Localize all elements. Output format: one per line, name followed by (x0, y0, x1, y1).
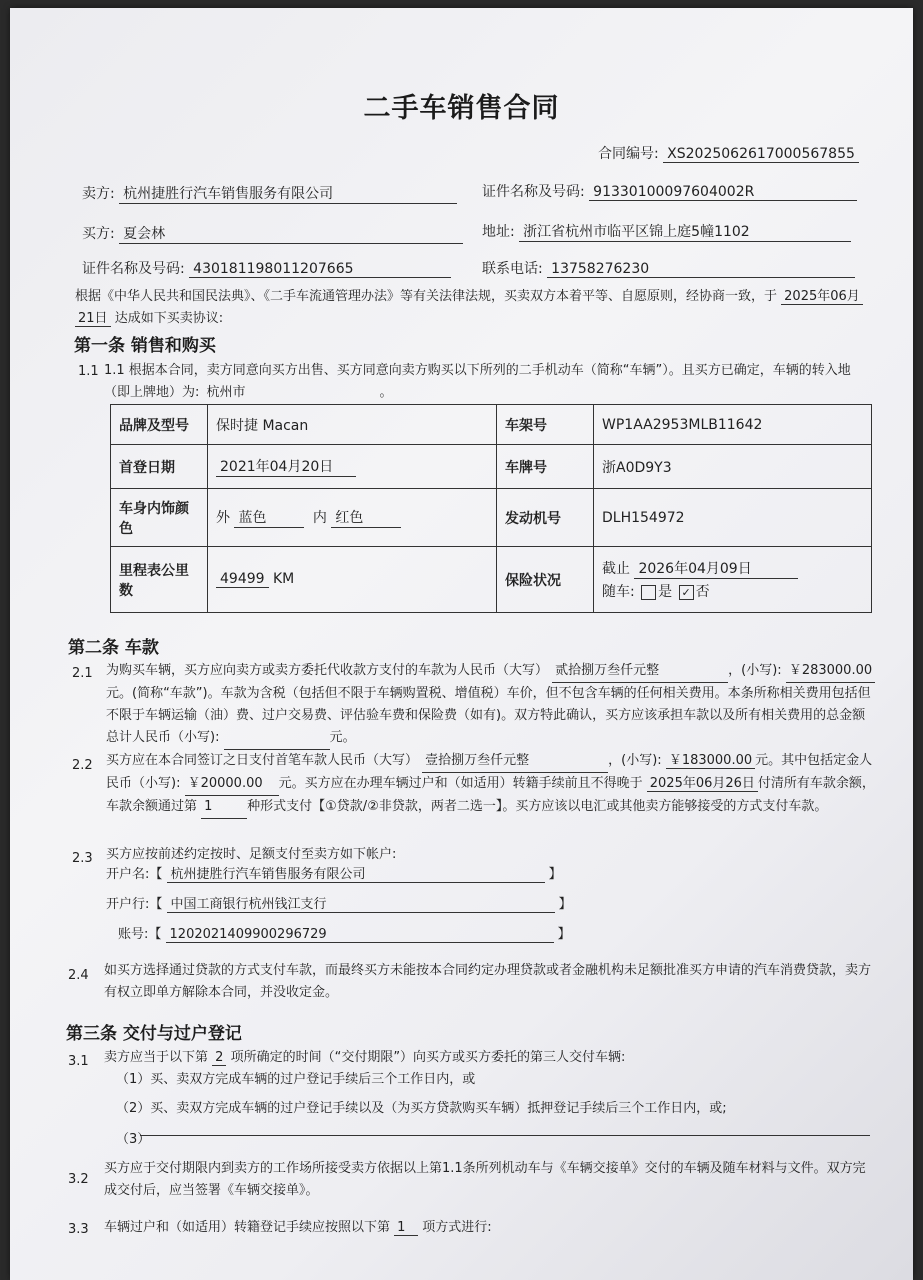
buyer-id: 430181198011207665 (189, 261, 451, 278)
yes-checkbox (641, 585, 656, 600)
brand-value: 保时捷 Macan (208, 405, 497, 445)
contract-number-value: XS2025062617000567855 (663, 146, 859, 163)
buyer-id-row: 证件名称及号码: 430181198011207665 (82, 258, 451, 278)
odometer-value: 49499 (216, 571, 269, 588)
brand-label: 品牌及型号 (111, 405, 208, 445)
clause-3-2: 买方应于交付期限内到卖方的工作场所接受卖方依据以上第1.1条所列机动车与《车辆交接单》交付的车辆及随车材料与文件。双方完成交付后，应当签署《车辆交接单》。 (104, 1161, 866, 1198)
clause-3-1: 卖方应当于以下第 2 项所确定的时间（“交付期限”）向买方或买方委托的第三人交付车辆: (104, 1050, 626, 1065)
price-upper: 贰拾捌万叁仟元整 (552, 660, 728, 683)
clause-number: 2.4 (68, 968, 89, 983)
bank-row: 开户行:【 中国工商银行杭州钱江支行 】 (106, 893, 572, 913)
engine-label: 发动机号 (497, 489, 594, 547)
buyer-phone: 13758276230 (547, 261, 855, 278)
clause-2-2: 买方应在本合同签订之日支付首笔车款人民币（大写） 壹拾捌万叁仟元整 ，(小写): ￥183000.00 元。其中包括定金人民币（小写): ￥20000.00 元。买方应在办理车辆过户和（如适用）转籍手续前且不得晚于 2025年06月26日 付清所有车款余额，车款余额通过第 1 种形式支付【①贷款/②非贷款，两者二选一】。买方应该以电汇或其他卖方能够接受的方式支付车款。 (106, 750, 876, 819)
buyer-address: 浙江省杭州市临平区锦上庭5幢1102 (519, 221, 851, 242)
section-3-heading: 第三条 交付与过户登记 (66, 1024, 242, 1044)
clause-number: 2.3 (72, 851, 93, 866)
buyer-address-row: 地址: 浙江省杭州市临平区锦上庭5幢1102 (482, 221, 851, 242)
vin-value: WP1AA2953MLB11642 (594, 405, 872, 445)
interior-color: 红色 (331, 507, 401, 528)
reg-date-value: 2021年04月20日 (216, 456, 356, 477)
sign-date-ym: 2025年06月 (781, 289, 863, 305)
bank-name: 中国工商银行杭州钱江支行 (167, 893, 555, 913)
clause-3-3: 车辆过户和（如适用）转籍登记手续应按照以下第 1 项方式进行: (104, 1220, 492, 1235)
total-amount-blank (224, 727, 330, 750)
exterior-color: 蓝色 (234, 507, 304, 528)
clause-number: 2.1 (72, 666, 93, 681)
balance-due-date: 2025年06月26日 (647, 776, 758, 792)
clause-2-3: 买方应按前述约定按时、足额支付至卖方如下帐户: (106, 847, 397, 862)
reg-date-label: 首登日期 (111, 445, 208, 489)
delivery-option-2: （2）买、卖双方完成车辆的过户登记手续以及（为买方贷款购买车辆）抵押登记手续后三个工作日内，或; (116, 1101, 727, 1116)
account-name: 杭州捷胜行汽车销售服务有限公司 (167, 863, 545, 883)
vehicle-info-table: 品牌及型号 保时捷 Macan 车架号 WP1AA2953MLB11642 首登日期 2021年04月20日 车牌号 浙A0D9Y3 车身内饰颜色 外 蓝色 内 红色 发动机号 DLH154972 里程表公里数 49499 KM 保险状况 截止 2026年04月09日 随车: 是 ✓ 否 (110, 404, 872, 613)
clause-2-4: 如买方选择通过贷款的方式支付车款，而最终买方未能按本合同约定办理贷款或者金融机构未足额批准买方申请的汽车消费贷款，卖方有权立即单方解除本合同，并没收定金。 (104, 963, 872, 1000)
buyer-phone-row: 联系电话: 13758276230 (482, 258, 855, 278)
delivery-option-3: （3） (116, 1132, 151, 1147)
clause-number: 3.3 (68, 1222, 89, 1237)
section-1-heading: 第一条 销售和购买 (74, 336, 216, 356)
plate-value: 浙A0D9Y3 (594, 445, 872, 489)
delivery-item: 2 (212, 1050, 226, 1066)
buyer-row: 买方: 夏会林 (82, 223, 463, 244)
insurance-label: 保险状况 (497, 547, 594, 613)
registration-city: 杭州市 (204, 382, 380, 405)
section-2-heading: 第二条 车款 (68, 638, 159, 658)
price-lower: ￥283000.00 (786, 660, 875, 683)
clause-number: 3.2 (68, 1172, 89, 1187)
first-payment-upper: 壹拾捌万叁仟元整 (422, 750, 608, 773)
account-number-row: 账号:【 1202021409900296729 】 (118, 927, 571, 942)
seller-id-row: 证件名称及号码: 91330100097604002R (482, 181, 857, 201)
contract-number: 合同编号: XS2025062617000567855 (598, 143, 859, 163)
clause-number: 2.2 (72, 758, 93, 773)
no-checkbox: ✓ (679, 585, 694, 600)
clause-number: 1.1 (78, 364, 99, 379)
first-payment-lower: ￥183000.00 (666, 753, 755, 769)
color-label: 车身内饰颜色 (111, 489, 208, 547)
deposit-amount: ￥20000.00 (185, 773, 279, 796)
clause-number: 3.1 (68, 1054, 89, 1069)
payment-option: 1 (201, 796, 247, 819)
insurance-expiry: 2026年04月09日 (634, 558, 798, 579)
vin-label: 车架号 (497, 405, 594, 445)
transfer-item: 1 (394, 1220, 418, 1236)
plate-label: 车牌号 (497, 445, 594, 489)
buyer-name: 夏会林 (119, 223, 463, 244)
delivery-option-3-line (140, 1135, 870, 1136)
seller-name: 杭州捷胜行汽车销售服务有限公司 (119, 183, 457, 204)
clause-2-1: 为购买车辆，买方应向卖方或卖方委托代收款方支付的车款为人民币（大写） 贰拾捌万叁仟元整 ，(小写): ￥283000.00元。(简称“车款”)。车款为含税（包括但不限于车辆购置税、增值税）车价，但不包含车辆的任何相关费用。本条所称相关费用包括但不限于车辆运输（油）费、过户交易费、评估验车费和保险费（如有)。双方特此确认，买方应该承担车款以及所有相关费用的总金额总计人民币（小写): 元。 (106, 660, 876, 750)
intro-paragraph: 根据《中华人民共和国民法典》、《二手车流通管理办法》等有关法律法规，买卖双方本着平等、自愿原则，经协商一致，于 2025年06月 21日 达成如下买卖协议: (75, 286, 875, 330)
account-name-row: 开户名:【 杭州捷胜行汽车销售服务有限公司 】 (106, 863, 562, 883)
document-title: 二手车销售合同 (363, 93, 560, 124)
sign-date-d: 21日 (75, 311, 111, 327)
account-number: 1202021409900296729 (166, 927, 554, 943)
delivery-option-1: （1）买、卖双方完成车辆的过户登记手续后三个工作日内，或 (116, 1072, 476, 1087)
clause-1-1: 1.1 根据本合同，卖方同意向买方出售、买方同意向卖方购买以下所列的二手机动车（简称“车辆”）。且买方已确定，车辆的转入地（即上牌地）为: 杭州市 。 (104, 360, 874, 405)
seller-row: 卖方: 杭州捷胜行汽车销售服务有限公司 (82, 183, 457, 204)
engine-value: DLH154972 (594, 489, 872, 547)
seller-id: 91330100097604002R (589, 184, 857, 201)
odometer-label: 里程表公里数 (111, 547, 208, 613)
